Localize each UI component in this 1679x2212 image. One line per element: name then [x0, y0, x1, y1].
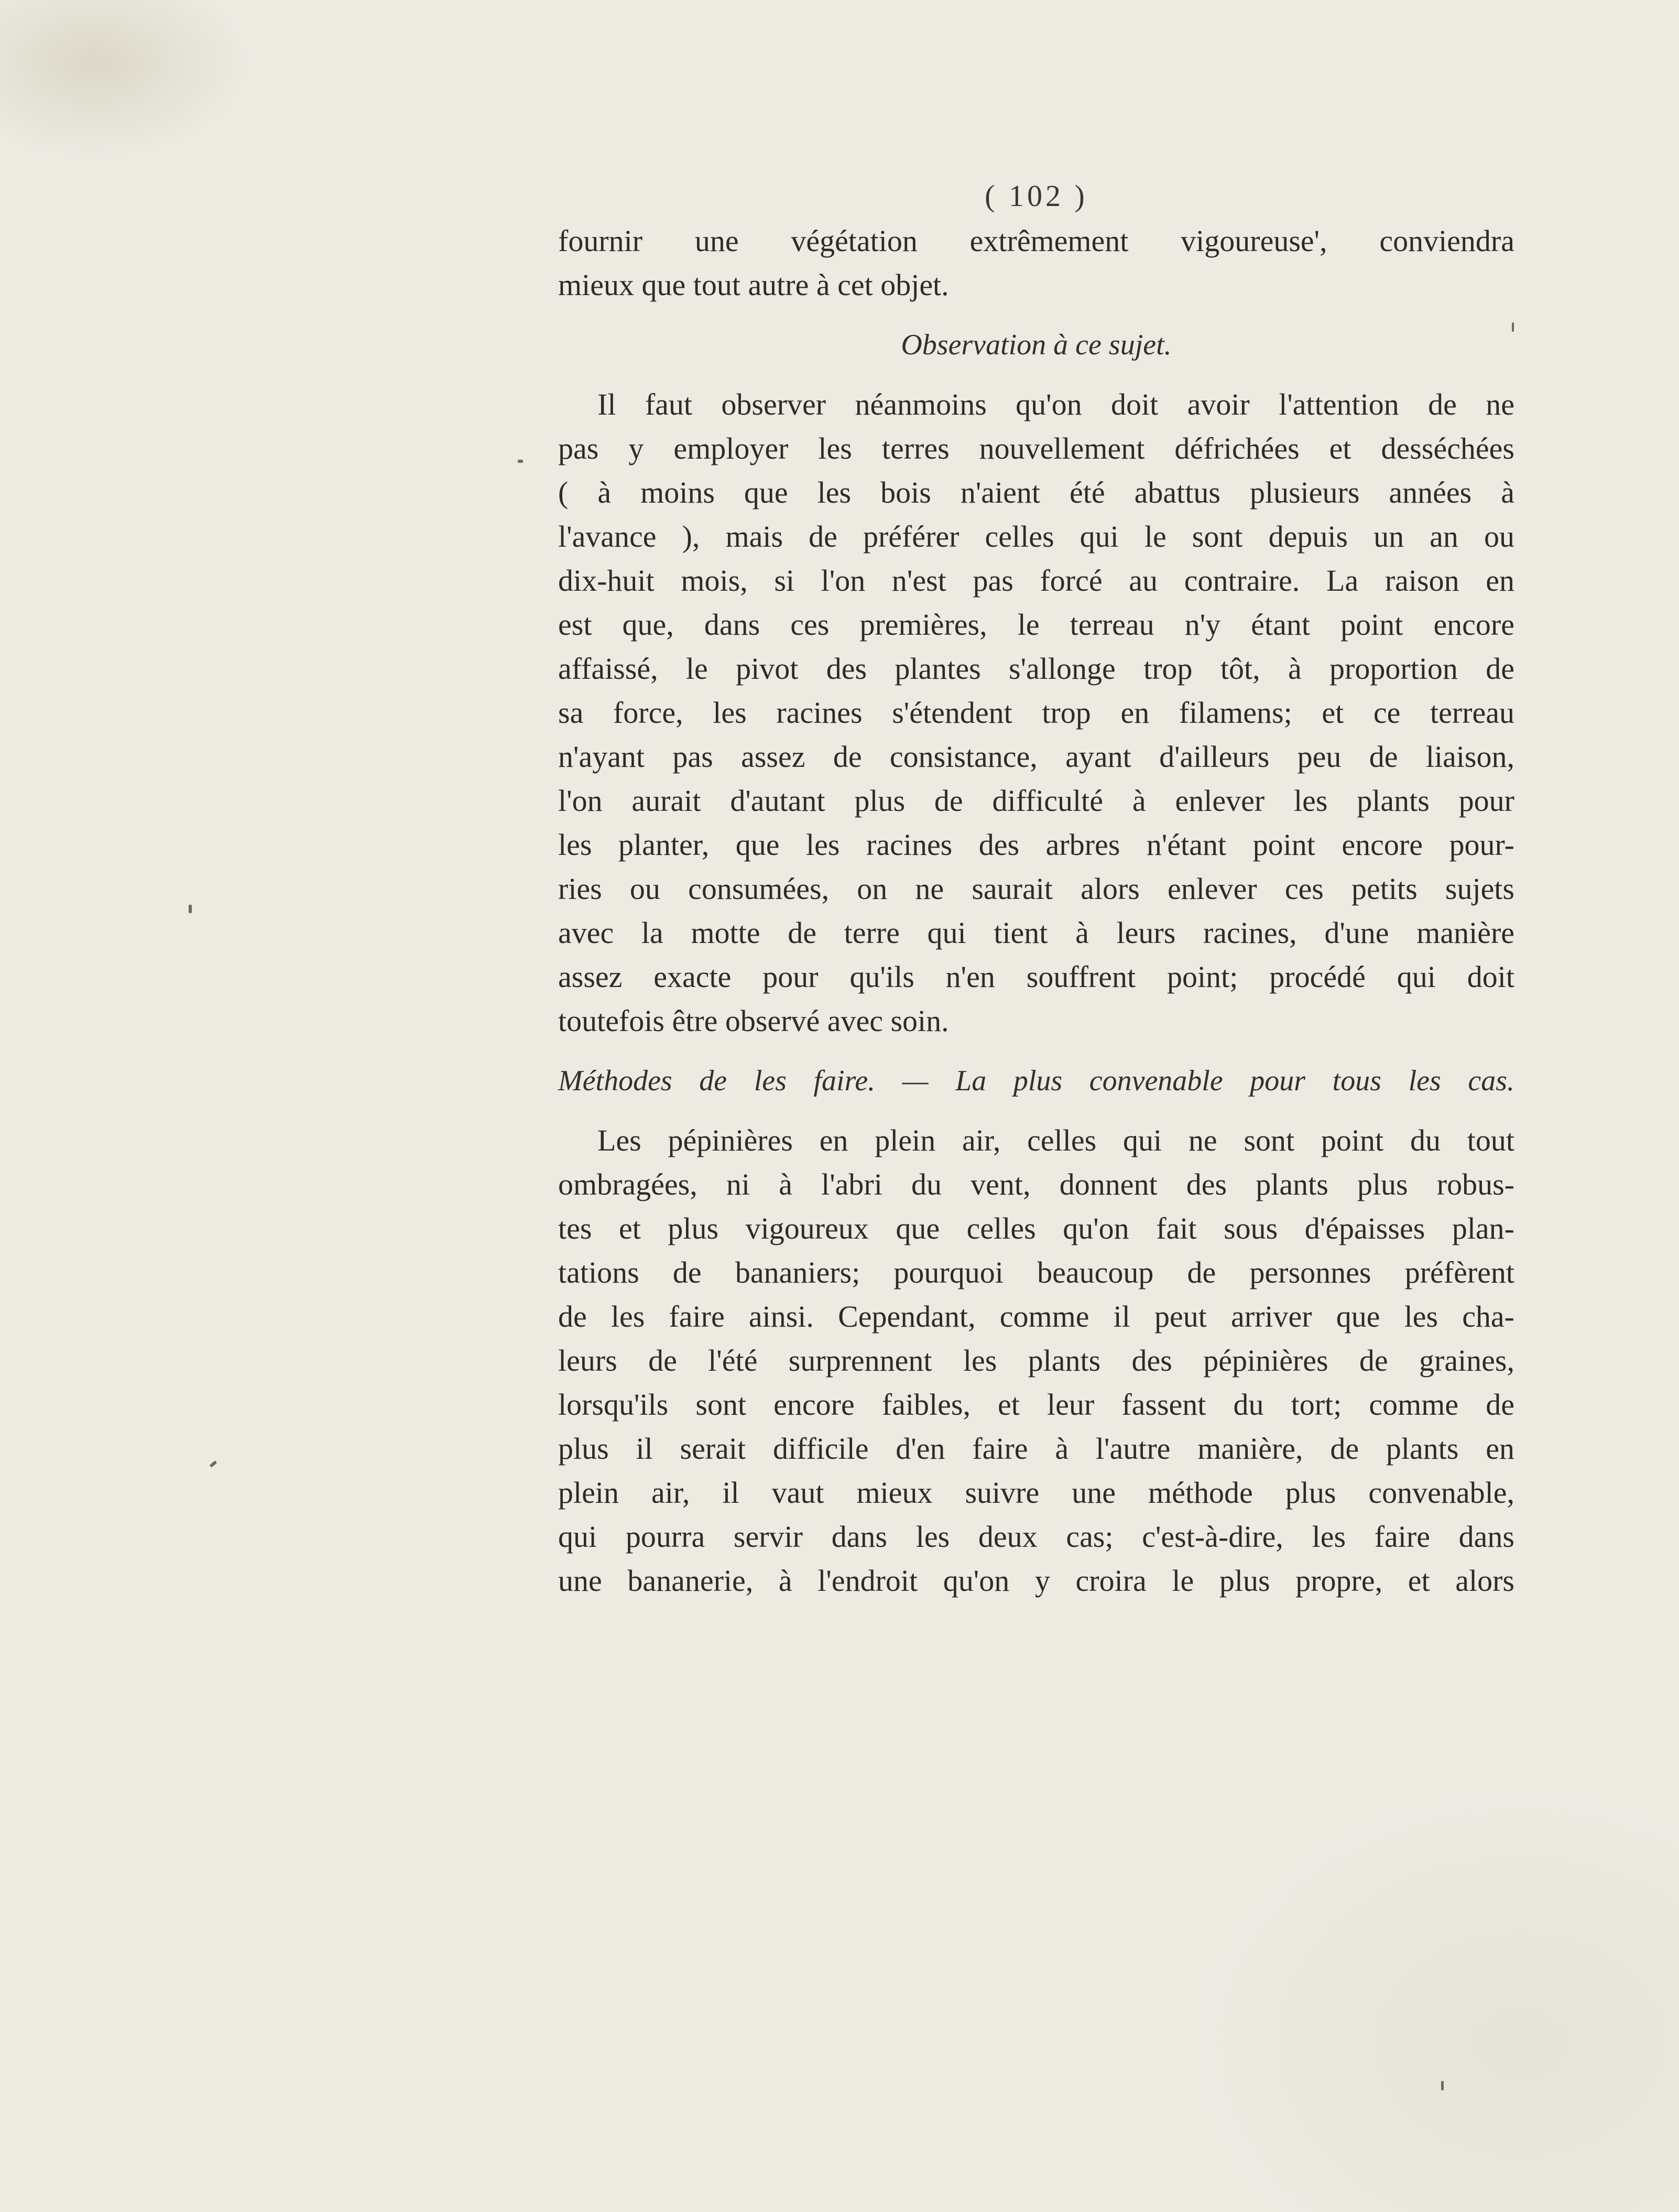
page-number: ( 102 )	[985, 179, 1088, 213]
paragraph-line: est que, dans ces premières, le terreau n'y étant point encore	[558, 608, 1514, 642]
paper-speck	[1441, 2081, 1444, 2090]
paragraph-line: assez exacte pour qu'ils n'en souffrent point; procédé qui doit	[558, 960, 1514, 994]
paper-speck	[1512, 322, 1514, 332]
paragraph-line: ( à moins que les bois n'aient été abattus plusieurs années à	[558, 475, 1514, 509]
section-heading-methodes: Méthodes de les faire. — La plus convenable pour tous les cas.	[558, 1065, 1514, 1097]
paragraph-line: qui pourra servir dans les deux cas; c'est-à-dire, les faire dans	[558, 1520, 1514, 1554]
paper-speck	[189, 905, 192, 913]
paragraph-line: de les faire ainsi. Cependant, comme il peut arriver que les cha-	[558, 1299, 1514, 1333]
text-column	[558, 219, 1514, 1603]
paragraph-line: toutefois être observé avec soin.	[558, 1004, 949, 1038]
text-line: mieux que tout autre à cet objet.	[558, 268, 949, 302]
paragraph-line: tations de bananiers; pourquoi beaucoup de personnes préfèrent	[558, 1255, 1514, 1289]
paragraph-line: sa force, les racines s'étendent trop en filamens; et ce terreau	[558, 696, 1514, 730]
text-line: fournir une végétation extrêmement vigoureuse', conviendra	[558, 224, 1514, 258]
paragraph-line: ombragées, ni à l'abri du vent, donnent des plants plus robus-	[558, 1167, 1514, 1201]
paragraph-line: leurs de l'été surprennent les plants des pépinières de graines,	[558, 1343, 1514, 1378]
paragraph-line: plus il serait difficile d'en faire à l'autre manière, de plants en	[558, 1432, 1514, 1466]
paragraph-line: tes et plus vigoureux que celles qu'on fait sous d'épaisses plan-	[558, 1211, 1514, 1245]
section-heading-observation: Observation à ce sujet.	[901, 329, 1172, 361]
paragraph-line: Il faut observer néanmoins qu'on doit avoir l'attention de ne	[597, 387, 1514, 421]
paper-speck	[518, 460, 523, 463]
paragraph-line: plein air, il vaut mieux suivre une méthode plus convenable,	[558, 1476, 1514, 1510]
paragraph-line: avec la motte de terre qui tient à leurs racines, d'une manière	[558, 916, 1514, 950]
paragraph-line: l'on aurait d'autant plus de difficulté à enlever les plants pour	[558, 784, 1514, 818]
paragraph-line: les planter, que les racines des arbres n'étant point encore pour-	[558, 828, 1514, 862]
paragraph-line: une bananerie, à l'endroit qu'on y croira le plus propre, et alors	[558, 1564, 1514, 1598]
paragraph-line: lorsqu'ils sont encore faibles, et leur fassent du tort; comme de	[558, 1387, 1514, 1422]
paragraph-line: l'avance ), mais de préférer celles qui le sont depuis un an ou	[558, 519, 1514, 554]
paragraph-line: affaissé, le pivot des plantes s'allonge trop tôt, à proportion de	[558, 652, 1514, 686]
paragraph-line: ries ou consumées, on ne saurait alors enlever ces petits sujets	[558, 872, 1514, 906]
paragraph-line: pas y employer les terres nouvellement défrichées et desséchées	[558, 431, 1514, 465]
paragraph-line: dix-huit mois, si l'on n'est pas forcé au contraire. La raison en	[558, 563, 1514, 598]
paragraph-line: Les pépinières en plein air, celles qui ne sont point du tout	[597, 1123, 1514, 1157]
paragraph-line: n'ayant pas assez de consistance, ayant d'ailleurs peu de liaison,	[558, 740, 1514, 774]
